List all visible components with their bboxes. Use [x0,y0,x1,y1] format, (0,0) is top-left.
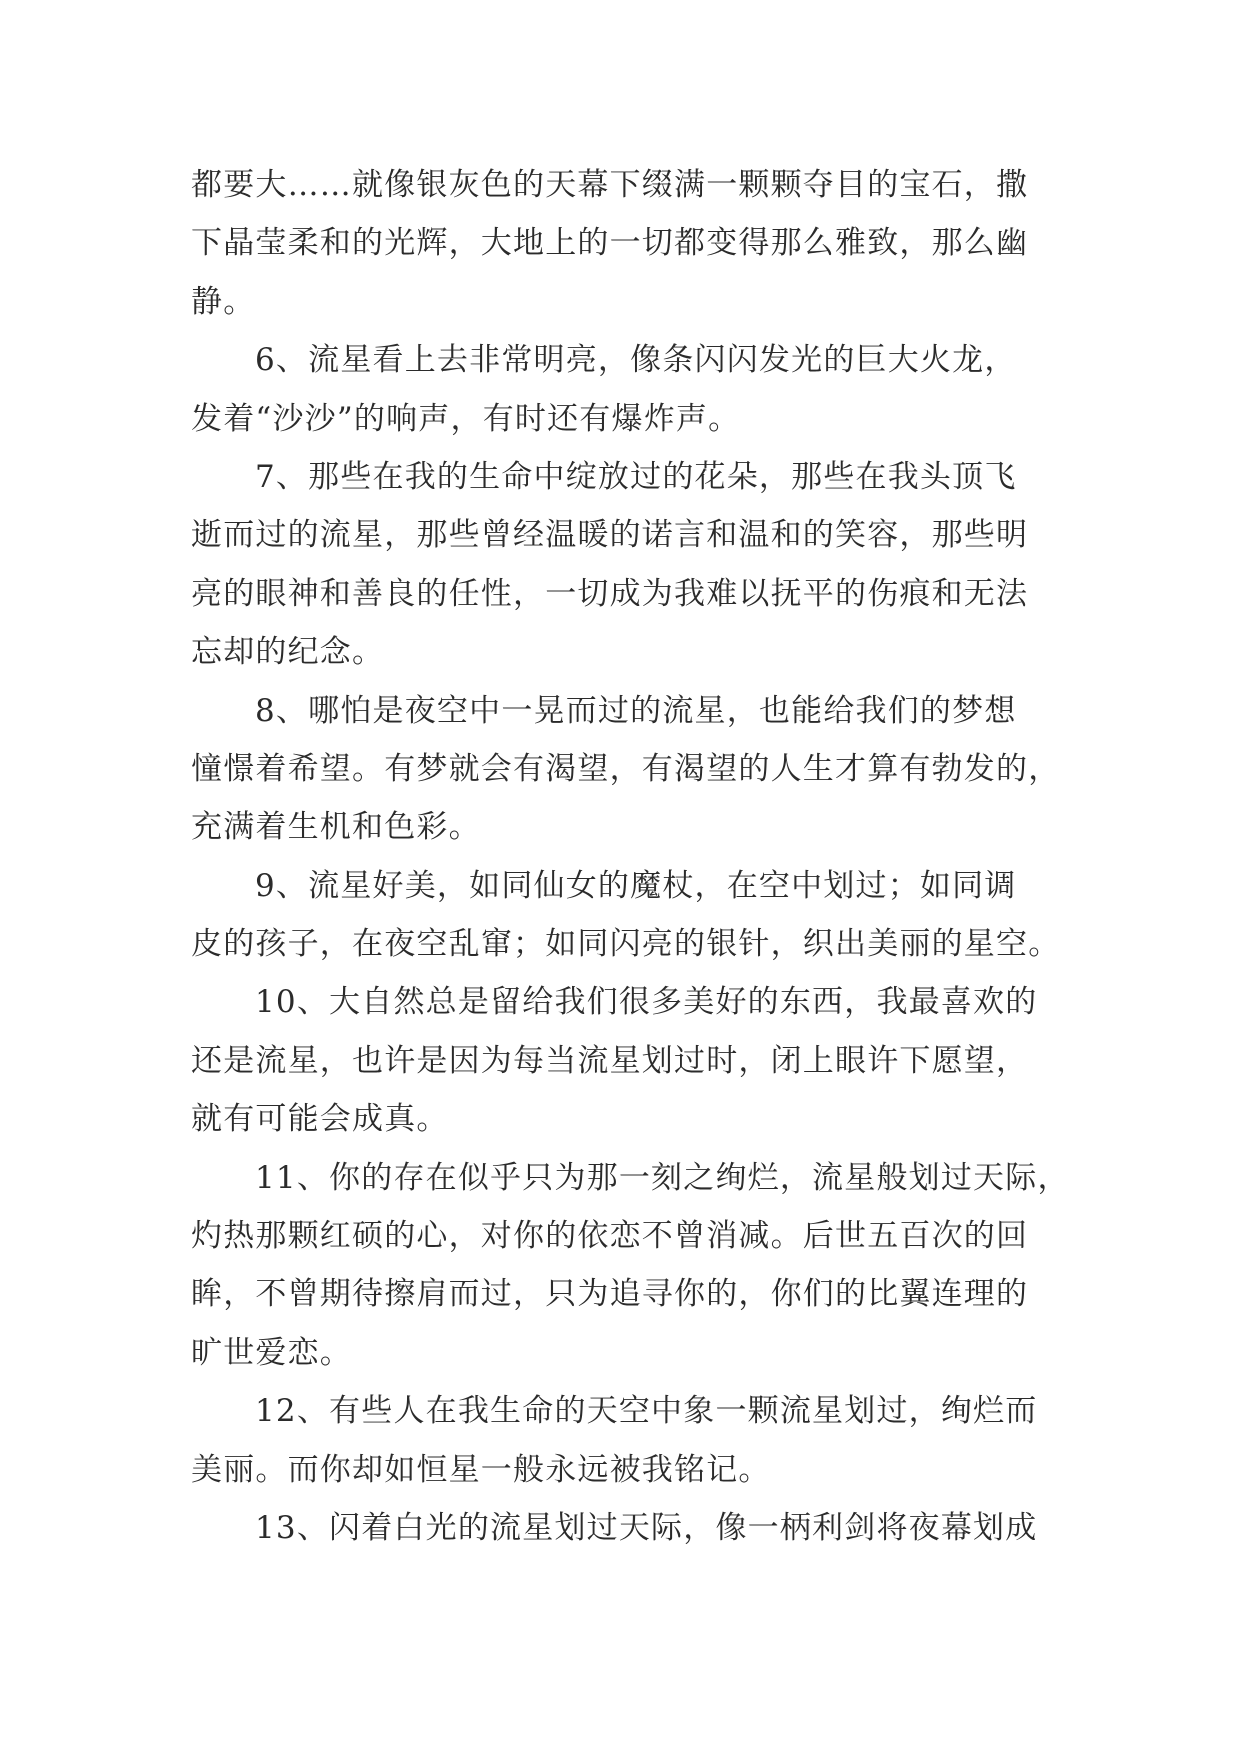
text-line: 都要大……就像银灰色的天幕下缀满一颗颗夺目的宝石，撒 [191,167,1029,203]
body-text [191,156,1071,1557]
text-line: 13、闪着白光的流星划过天际，像一柄利剑将夜幕划成 [255,1509,1038,1546]
text-line: 8、哪怕是夜空中一晃而过的流星，也能给我们的梦想 [255,692,1017,729]
text-line: 6、流星看上去非常明亮，像条闪闪发光的巨大火龙， [255,342,1017,379]
text-line: 眸，不曾期待擦肩而过，只为追寻你的，你们的比翼连理的 [191,1276,1029,1313]
text-line: 憧憬着希望。有梦就会有渴望，有渴望的人生才算有勃发的， [191,750,1061,787]
text-line: 10、大自然总是留给我们很多美好的东西，我最喜欢的 [255,984,1038,1021]
text-line: 静。 [191,283,256,320]
text-line: 忘却的纪念。 [191,634,385,671]
paragraph-13 [191,1499,1071,1557]
text-line: 发着“沙沙”的响声，有时还有爆炸声。 [191,400,741,437]
paragraph-10 [191,973,1071,1148]
paragraph-7 [191,448,1071,682]
text-line: 11、你的存在似乎只为那一刻之绚烂，流星般划过天际， [255,1159,1070,1196]
text-line: 就有可能会成真。 [191,1101,449,1138]
text-line: 12、有些人在我生命的天空中象一颗流星划过，绚烂而 [255,1393,1038,1430]
paragraph-9 [191,857,1071,974]
text-line: 9、流星好美，如同仙女的魔杖，在空中划过；如同调 [255,867,1017,904]
paragraph-12 [191,1382,1071,1499]
text-line: 灼热那颗红硕的心，对你的依恋不曾消减。后世五百次的回 [191,1218,1029,1255]
paragraph-11 [191,1149,1071,1383]
text-line: 美丽。而你却如恒星一般永远被我铭记。 [191,1451,771,1488]
paragraph-6 [191,331,1071,448]
text-line: 充满着生机和色彩。 [191,809,481,846]
text-line: 皮的孩子，在夜空乱窜；如同闪亮的银针，织出美丽的星空。 [191,926,1061,963]
text-line: 逝而过的流星，那些曾经温暖的诺言和温和的笑容，那些明 [191,517,1029,554]
text-line: 亮的眼神和善良的任性，一切成为我难以抚平的伤痕和无法 [191,575,1029,612]
paragraph-continuation [191,156,1071,331]
text-line: 下晶莹柔和的光辉，大地上的一切都变得那么雅致，那么幽 [191,225,1029,262]
paragraph-8 [191,682,1071,857]
text-line: 旷世爱恋。 [191,1334,352,1371]
text-line: 还是流星，也许是因为每当流星划过时，闭上眼许下愿望， [191,1042,1029,1079]
text-line: 7、那些在我的生命中绽放过的花朵，那些在我头顶飞 [255,458,1017,495]
